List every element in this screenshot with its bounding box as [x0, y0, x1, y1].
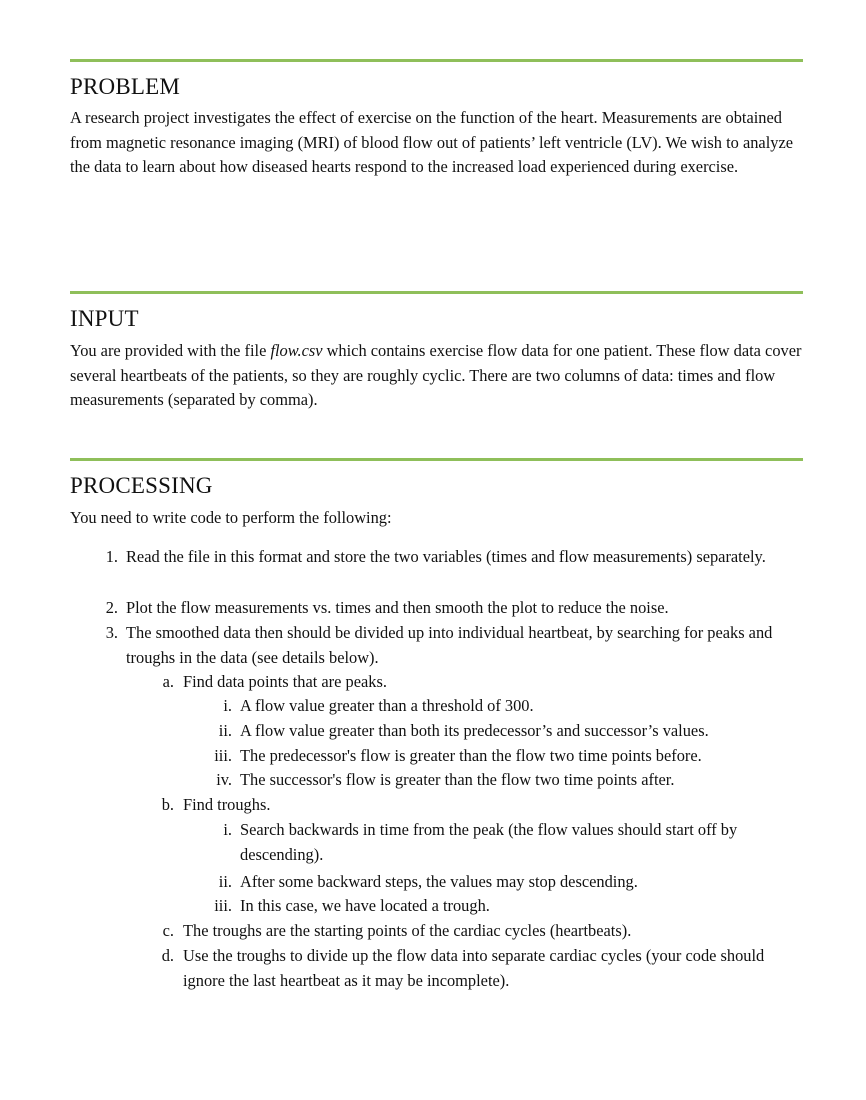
substep-roman: ii.	[218, 721, 232, 740]
input-filename: flow.csv	[270, 341, 323, 360]
substep-roman: ii.	[218, 872, 232, 891]
substep-text: In this case, we have located a trough.	[240, 896, 490, 915]
input-heading: INPUT	[70, 306, 139, 331]
step-number: 3.	[105, 623, 118, 642]
substep-roman: iii.	[214, 896, 232, 915]
processing-heading: PROCESSING	[70, 473, 213, 498]
substep-roman: i.	[223, 696, 232, 715]
section-divider-problem	[70, 59, 803, 62]
substep-text: Find data points that are peaks.	[183, 672, 387, 691]
substep-text: Find troughs.	[183, 795, 271, 814]
substep-letter: c.	[162, 921, 174, 940]
step-text: The smoothed data then should be divided up into individual heartbeat, by searching for peaks and troughs in the data (see details below).	[126, 623, 773, 667]
substep-roman: iv.	[216, 770, 232, 789]
substep-text: A flow value greater than both its predecessor’s and successor’s values.	[240, 721, 709, 740]
substep-roman: iii.	[214, 746, 232, 765]
substep-text: After some backward steps, the values may stop descending.	[240, 872, 638, 891]
substep-text: The predecessor's flow is greater than the flow two time points before.	[240, 746, 702, 765]
section-divider-input	[70, 291, 803, 294]
substep-text: Use the troughs to divide up the flow data into separate cardiac cycles (your code should ignore the last heartbeat as it may be incomplete).	[183, 946, 765, 990]
substep-letter: b.	[161, 795, 174, 814]
input-body-end: which contains exercise flow data for one patient. These flow data cover several heartbeats of the patients, so they are roughly cyclic. There are two columns of data: times and flow measurements (separated by comma).	[70, 341, 802, 409]
input-body-start: You are provided with the file	[70, 341, 271, 360]
substep-text: The successor's flow is greater than the flow two time points after.	[240, 770, 675, 789]
section-divider-processing	[70, 458, 803, 461]
substep-text: A flow value greater than a threshold of 300.	[240, 696, 534, 715]
input-body	[70, 339, 810, 413]
step-text: Read the file in this format and store the two variables (times and flow measurements) separately.	[126, 547, 766, 566]
step-number: 2.	[105, 598, 118, 617]
substep-text: The troughs are the starting points of the cardiac cycles (heartbeats).	[183, 921, 632, 940]
problem-heading: PROBLEM	[70, 74, 181, 99]
substep-text: Search backwards in time from the peak (the flow values should start off by descending).	[240, 820, 738, 864]
step-number: 1.	[105, 547, 118, 566]
problem-body: A research project investigates the effect of exercise on the function of the heart. Measurements are obtained from magnetic resonance imaging (MRI) of blood flow out of patients’ left ventricle (LV). We wish to analyze the data to learn about how diseased hearts respond to the increased load experienced during exercise.	[70, 108, 793, 176]
step-text: Plot the flow measurements vs. times and then smooth the plot to reduce the noise.	[126, 598, 669, 617]
substep-letter: d.	[161, 946, 174, 965]
substep-letter: a.	[162, 672, 174, 691]
processing-intro: You need to write code to perform the following:	[70, 508, 392, 527]
substep-roman: i.	[223, 820, 232, 839]
